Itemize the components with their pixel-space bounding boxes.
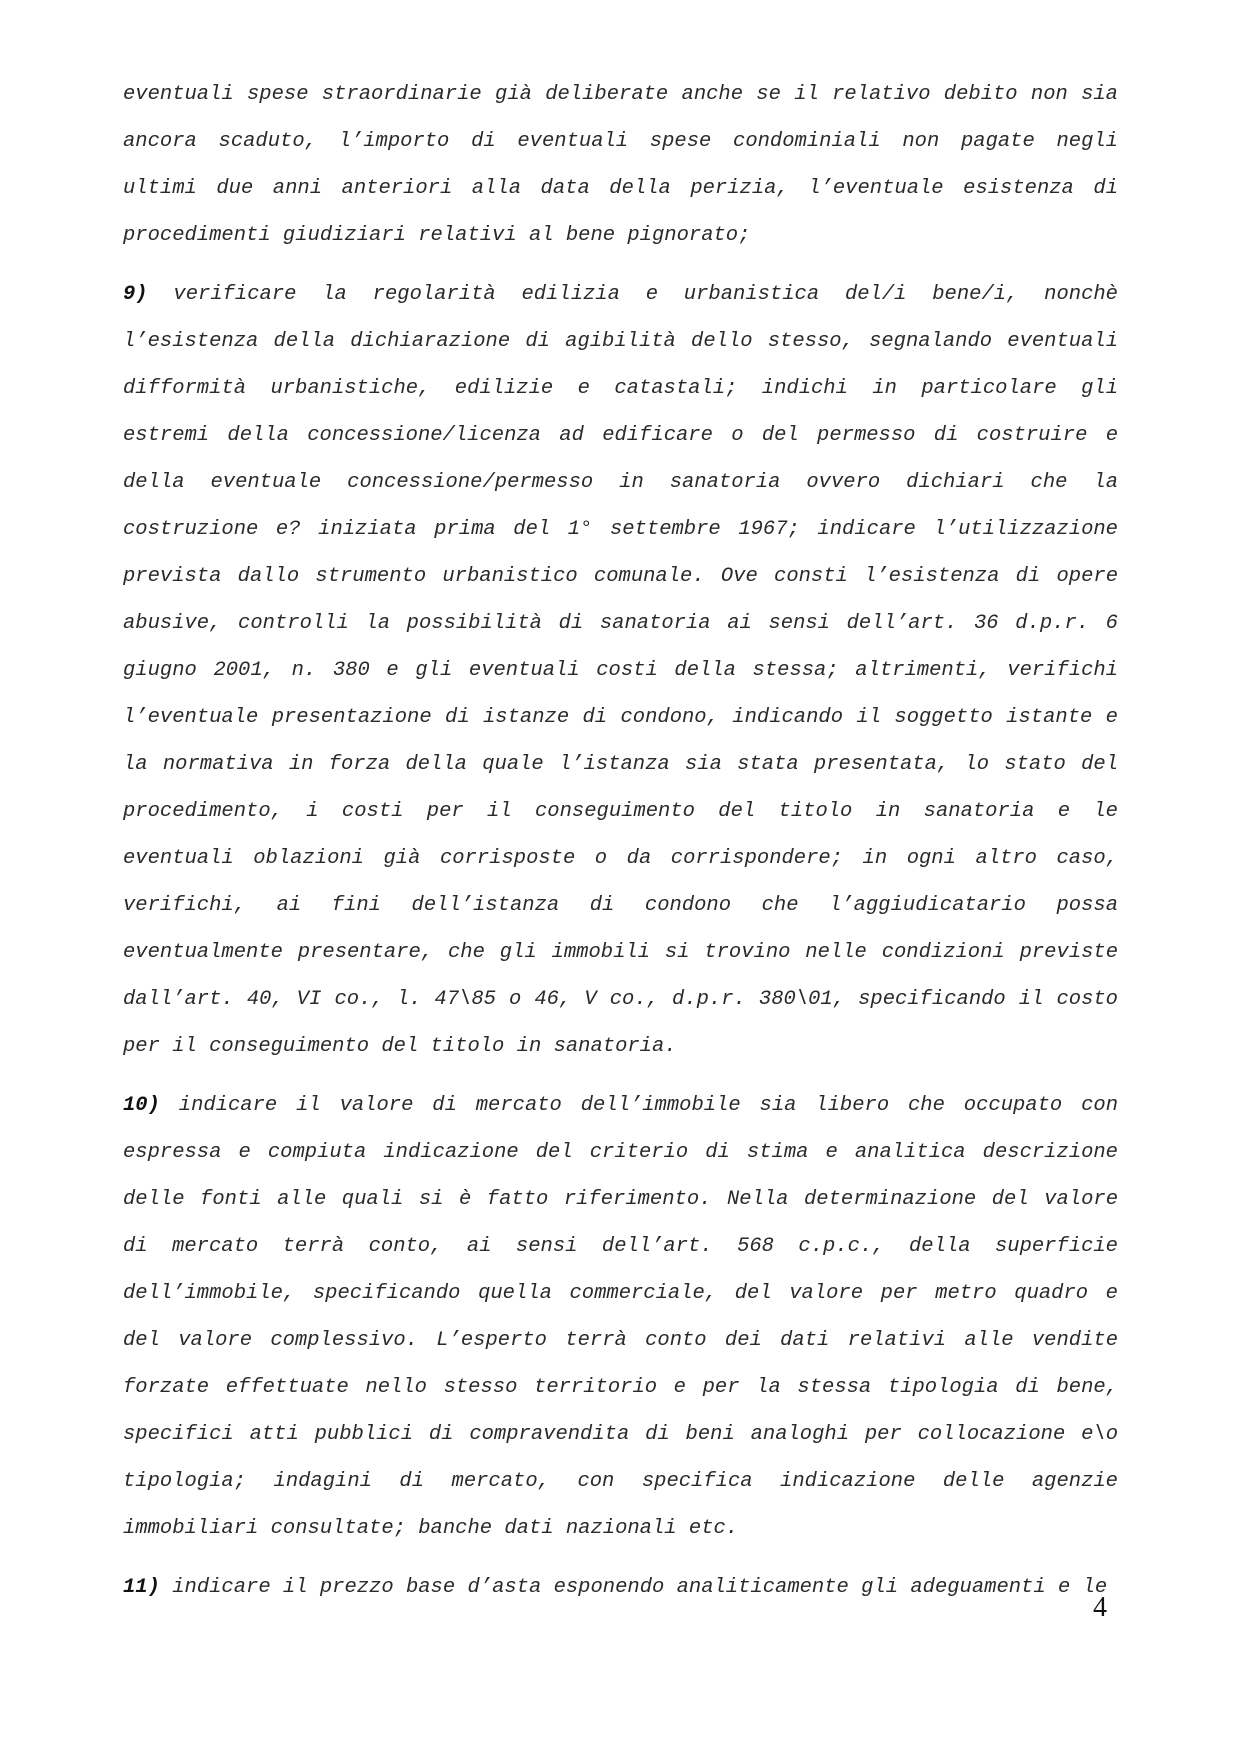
document-body	[123, 71, 1118, 1611]
item-number: 10)	[123, 1094, 160, 1117]
paragraph-text: indicare il prezzo base d’asta esponendo analiticamente gli adeguamenti e le	[172, 1576, 1108, 1599]
page-number: 4	[1093, 1592, 1107, 1623]
paragraph-text: indicare il valore di mercato dell’immobile sia libero che occupato con espressa e compiuta indicazione del criterio di stima e analitica descrizione delle fonti alle quali si è fatto riferimento. Nella determinazione del valore di mercato terrà conto, ai sensi dell’art. 568 c.p.c., della superficie dell’immobile, specificando quella commerciale, del valore per metro quadro e del valore complessivo. L’esperto terrà conto dei dati relativi alle vendite forzate effettuate nello stesso territorio e per la stessa tipologia di bene, specifici atti pubblici di compravendita di beni analoghi per collocazione e\o tipologia; indagini di mercato, con specifica indicazione delle agenzie immobiliari consultate; banche dati nazionali etc.	[123, 1094, 1118, 1540]
paragraph-item-11	[123, 1564, 1118, 1611]
paragraph-continuation	[123, 71, 1118, 259]
paragraph-item-10	[123, 1082, 1118, 1552]
paragraph-text: verificare la regolarità edilizia e urbanistica del/i bene/i, nonchè l’esistenza della dichiarazione di agibilità dello stesso, segnalando eventuali difformità urbanistiche, edilizie e catastali; indichi in particolare gli estremi della concessione/licenza ad edificare o del permesso di costruire e della eventuale concessione/permesso in sanatoria ovvero dichiari che la costruzione e? iniziata prima del 1° settembre 1967; indicare l’utilizzazione prevista dallo strumento urbanistico comunale. Ove consti l’esistenza di opere abusive, controlli la possibilità di sanatoria ai sensi dell’art. 36 d.p.r. 6 giugno 2001, n. 380 e gli eventuali costi della stessa; altrimenti, verifichi l’eventuale presentazione di istanze di condono, indicando il soggetto istante e la normativa in forza della quale l’istanza sia stata presentata, lo stato del procedimento, i costi per il conseguimento del titolo in sanatoria e le eventuali oblazioni già corrisposte o da corrispondere; in ogni altro caso, verifichi, ai fini dell’istanza di condono che l’aggiudicatario possa eventualmente presentare, che gli immobili si trovino nelle condizioni previste dall’art. 40, VI co., l. 47\85 o 46, V co., d.p.r. 380\01, specificando il costo per il conseguimento del titolo in sanatoria.	[123, 283, 1118, 1058]
paragraph-item-9	[123, 271, 1118, 1070]
paragraph-text: eventuali spese straordinarie già deliberate anche se il relativo debito non sia ancora scaduto, l’importo di eventuali spese condominiali non pagate negli ultimi due anni anteriori alla data della perizia, l’eventuale esistenza di procedimenti giudiziari relativi al bene pignorato;	[123, 83, 1118, 247]
item-number: 9)	[123, 283, 148, 306]
item-number: 11)	[123, 1576, 160, 1599]
